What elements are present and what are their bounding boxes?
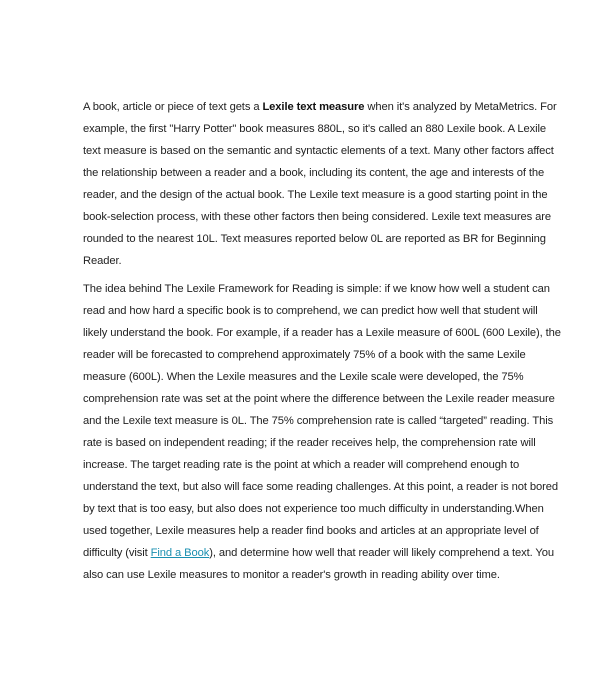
find-a-book-link[interactable]: Find a Book	[150, 547, 210, 559]
document-body	[83, 96, 561, 592]
paragraph-lexile-framework	[83, 278, 561, 586]
lexile-text-measure-term: Lexile text measure	[262, 101, 365, 113]
paragraph-1-text-start: A book, article or piece of text gets a	[83, 101, 263, 113]
paragraph-1-text-end: when it's analyzed by MetaMetrics. For example, the first "Harry Potter" book measures 880L, so it's called an 880 Lexile book. A Lexile text measure is based on the semantic and syntactic elements of a text. Many other factors affect the relationship between a reader and a book, including its content, the age and interests of the reader, and the design of the actual book. The Lexile text measure is a good starting point in the book-selection process, with these other factors then being considered. Lexile text measures are rounded to the nearest 10L. Text measures reported below 0L are reported as BR for Beginning Reader.	[83, 101, 557, 267]
paragraph-lexile-text-measure	[83, 96, 561, 272]
paragraph-2-text-end: ), and determine how well that reader will likely comprehend a text. You also can use Lexile measures to monitor a reader's growth in reading ability over time.	[83, 547, 555, 581]
paragraph-2-text-start: The idea behind The Lexile Framework for Reading is simple: if we know how well a student can read and how hard a specific book is to comprehend, we can predict how well that student will likely understand the book. For example, if a reader has a Lexile measure of 600L (600 Lexile), the reader will be forecasted to comprehend approximately 75% of a book with the same Lexile measure (600L). When the Lexile measures and the Lexile scale were developed, the 75% comprehension rate was set at the point where the difference between the Lexile reader measure and the Lexile text measure is 0L. The 75% comprehension rate is called “targeted” reading. This rate is based on independent reading; if the reader receives help, the comprehension rate will increase. The target reading rate is the point at which a reader will comprehend enough to understand the text, but also will face some reading challenges. At this point, a reader is not bored by text that is too easy, but also does not experience too much difficulty in understanding.When used together, Lexile measures help a reader find books and articles at an appropriate level of difficulty (visit	[83, 283, 561, 559]
